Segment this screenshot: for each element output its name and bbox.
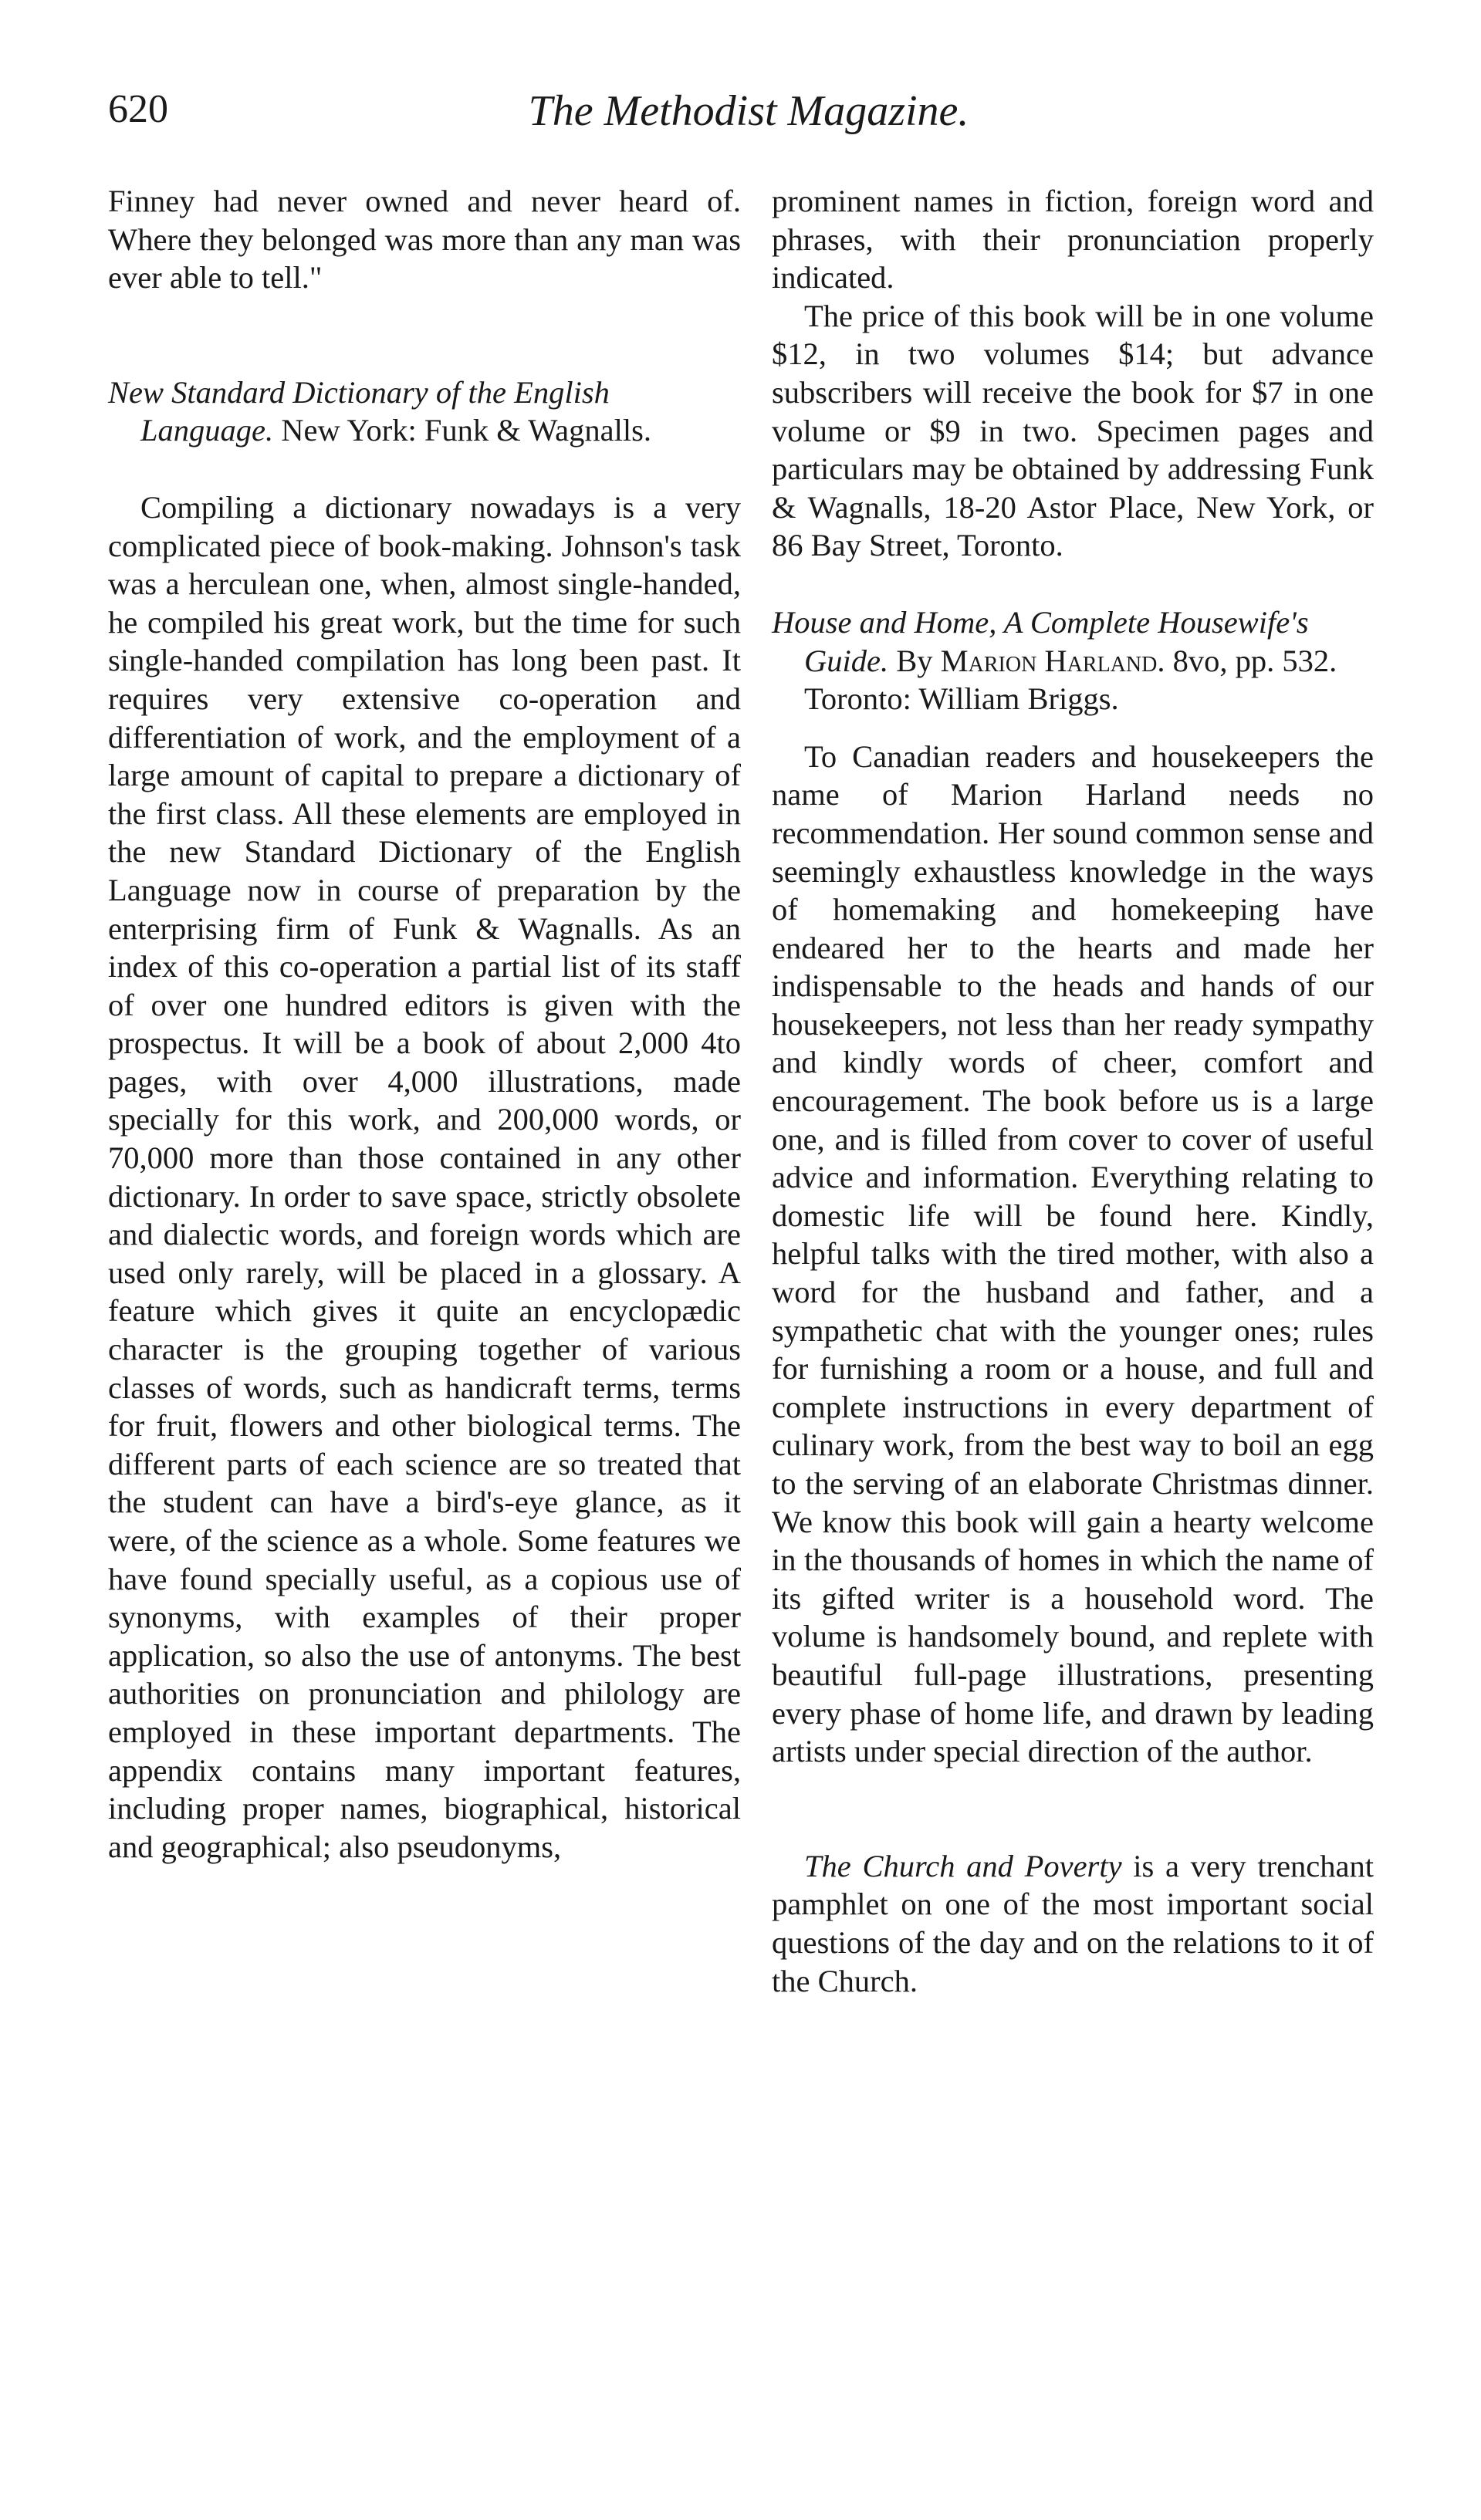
review-details: 8vo, pp. 532. Toronto: William Briggs. [804,643,1337,717]
continuation-paragraph: prominent names in fiction, foreign word and phrases, with their pronunciation properly indicated. [772,184,1374,296]
review-by: By [896,643,933,678]
review-citation-dictionary [108,373,741,450]
review-body-dictionary: Compiling a dictionary nowadays is a very complicated piece of book-making. Johnson's task was a herculean one, when, almost single-handed, he compiled his great work, but the time for such single-handed compilation has long been past. It requires very extensive co-operation and differentiation of work, and the employment of a large amount of capital to prepare a dictionary of the first class. All these elements are employed in the new Standard Dictionary of the English Language now in course of preparation by the enterprising firm of Funk & Wagnalls. As an index of this co-operation a partial list of its staff of over one hundred editors is given with the prospectus. It will be a book of about 2,000 4to pages, with over 4,000 illustrations, made specially for this work, and 200,000 words, or 70,000 more than those contained in any other dictionary. In order to save space, strictly obsolete and dialectic words, and foreign words which are used only rarely, will be placed in a glossary. A feature which gives it quite an encyclopædic character is the grouping together of various classes of words, such as handicraft terms, terms for fruit, flowers and other biological terms. The different parts of each science are so treated that the student can have a bird's-eye glance, as it were, of the science as a whole. Some features we have found specially useful, as a copious use of synonyms, with examples of their proper application, so also the use of antonyms. The best authorities on pronunciation and philology are employed in these important departments. The appendix contains many important features, including proper names, biographical, historical and geographical; also pseudonyms, [108,489,741,1864]
review-title-dictionary: New Standard Dictionary of the English Language. [108,374,610,448]
running-title: The Methodist Magazine. [528,87,969,135]
review-title-house-and-home: House and Home, A Complete Housewife's Guide. [772,604,1309,678]
right-column [772,182,1374,2000]
closing-paragraph [772,1847,1374,2000]
review-citation-house-and-home [772,603,1374,718]
review-author: Marion Harland. [940,643,1165,678]
price-paragraph: The price of this book will be in one volume $12, in two volumes $14; but advance subscribers will receive the book for $7 in one volume or $9 in two. Specimen pages and particulars may be obtained by addressing Funk & Wagnalls, 18-20 Astor Place, New York, or 86 Bay Street, Toronto. [772,298,1374,563]
left-column [108,182,741,1866]
review-publisher-dictionary: New York: Funk & Wagnalls. [281,413,652,448]
closing-body: is a very trenchant pamphlet on one of the most important social questions of the day and on the relations to it of the Church. [772,1848,1374,1998]
carryover-paragraph: Finney had never owned and never heard of. Where they belonged was more than any man was ever able to tell." [108,184,741,296]
review-body-house-and-home: To Canadian readers and housekeepers the name of Marion Harland needs no recommendation. Her sound common sense and seemingly exhaustless knowledge in the ways of homemaking and homekeeping have endeared her to the hearts and made her indispensable to the heads and hands of our housekeepers, not less than her ready sympathy and kindly words of cheer, comfort and encouragement. The book before us is a large one, and is filled from cover to cover of useful advice and information. Everything relating to domestic life will be found here. Kindly, helpful talks with the tired mother, with also a word for the husband and father, and a sympathetic chat with the younger ones; rules for furnishing a room or a house, and full and complete instructions in every department of culinary work, from the best way to boil an egg to the serving of an elaborate Christmas dinner. We know this book will gain a hearty welcome in the thousands of homes in which the name of its gifted writer is a household word. The volume is handsomely bound, and replete with beautiful full-page illustrations, presenting every phase of home life, and drawn by leading artists under special direction of the author. [772,738,1374,1769]
running-head [100,86,1397,148]
closing-title: The Church and Poverty [804,1848,1122,1883]
page-number: 620 [108,87,168,131]
